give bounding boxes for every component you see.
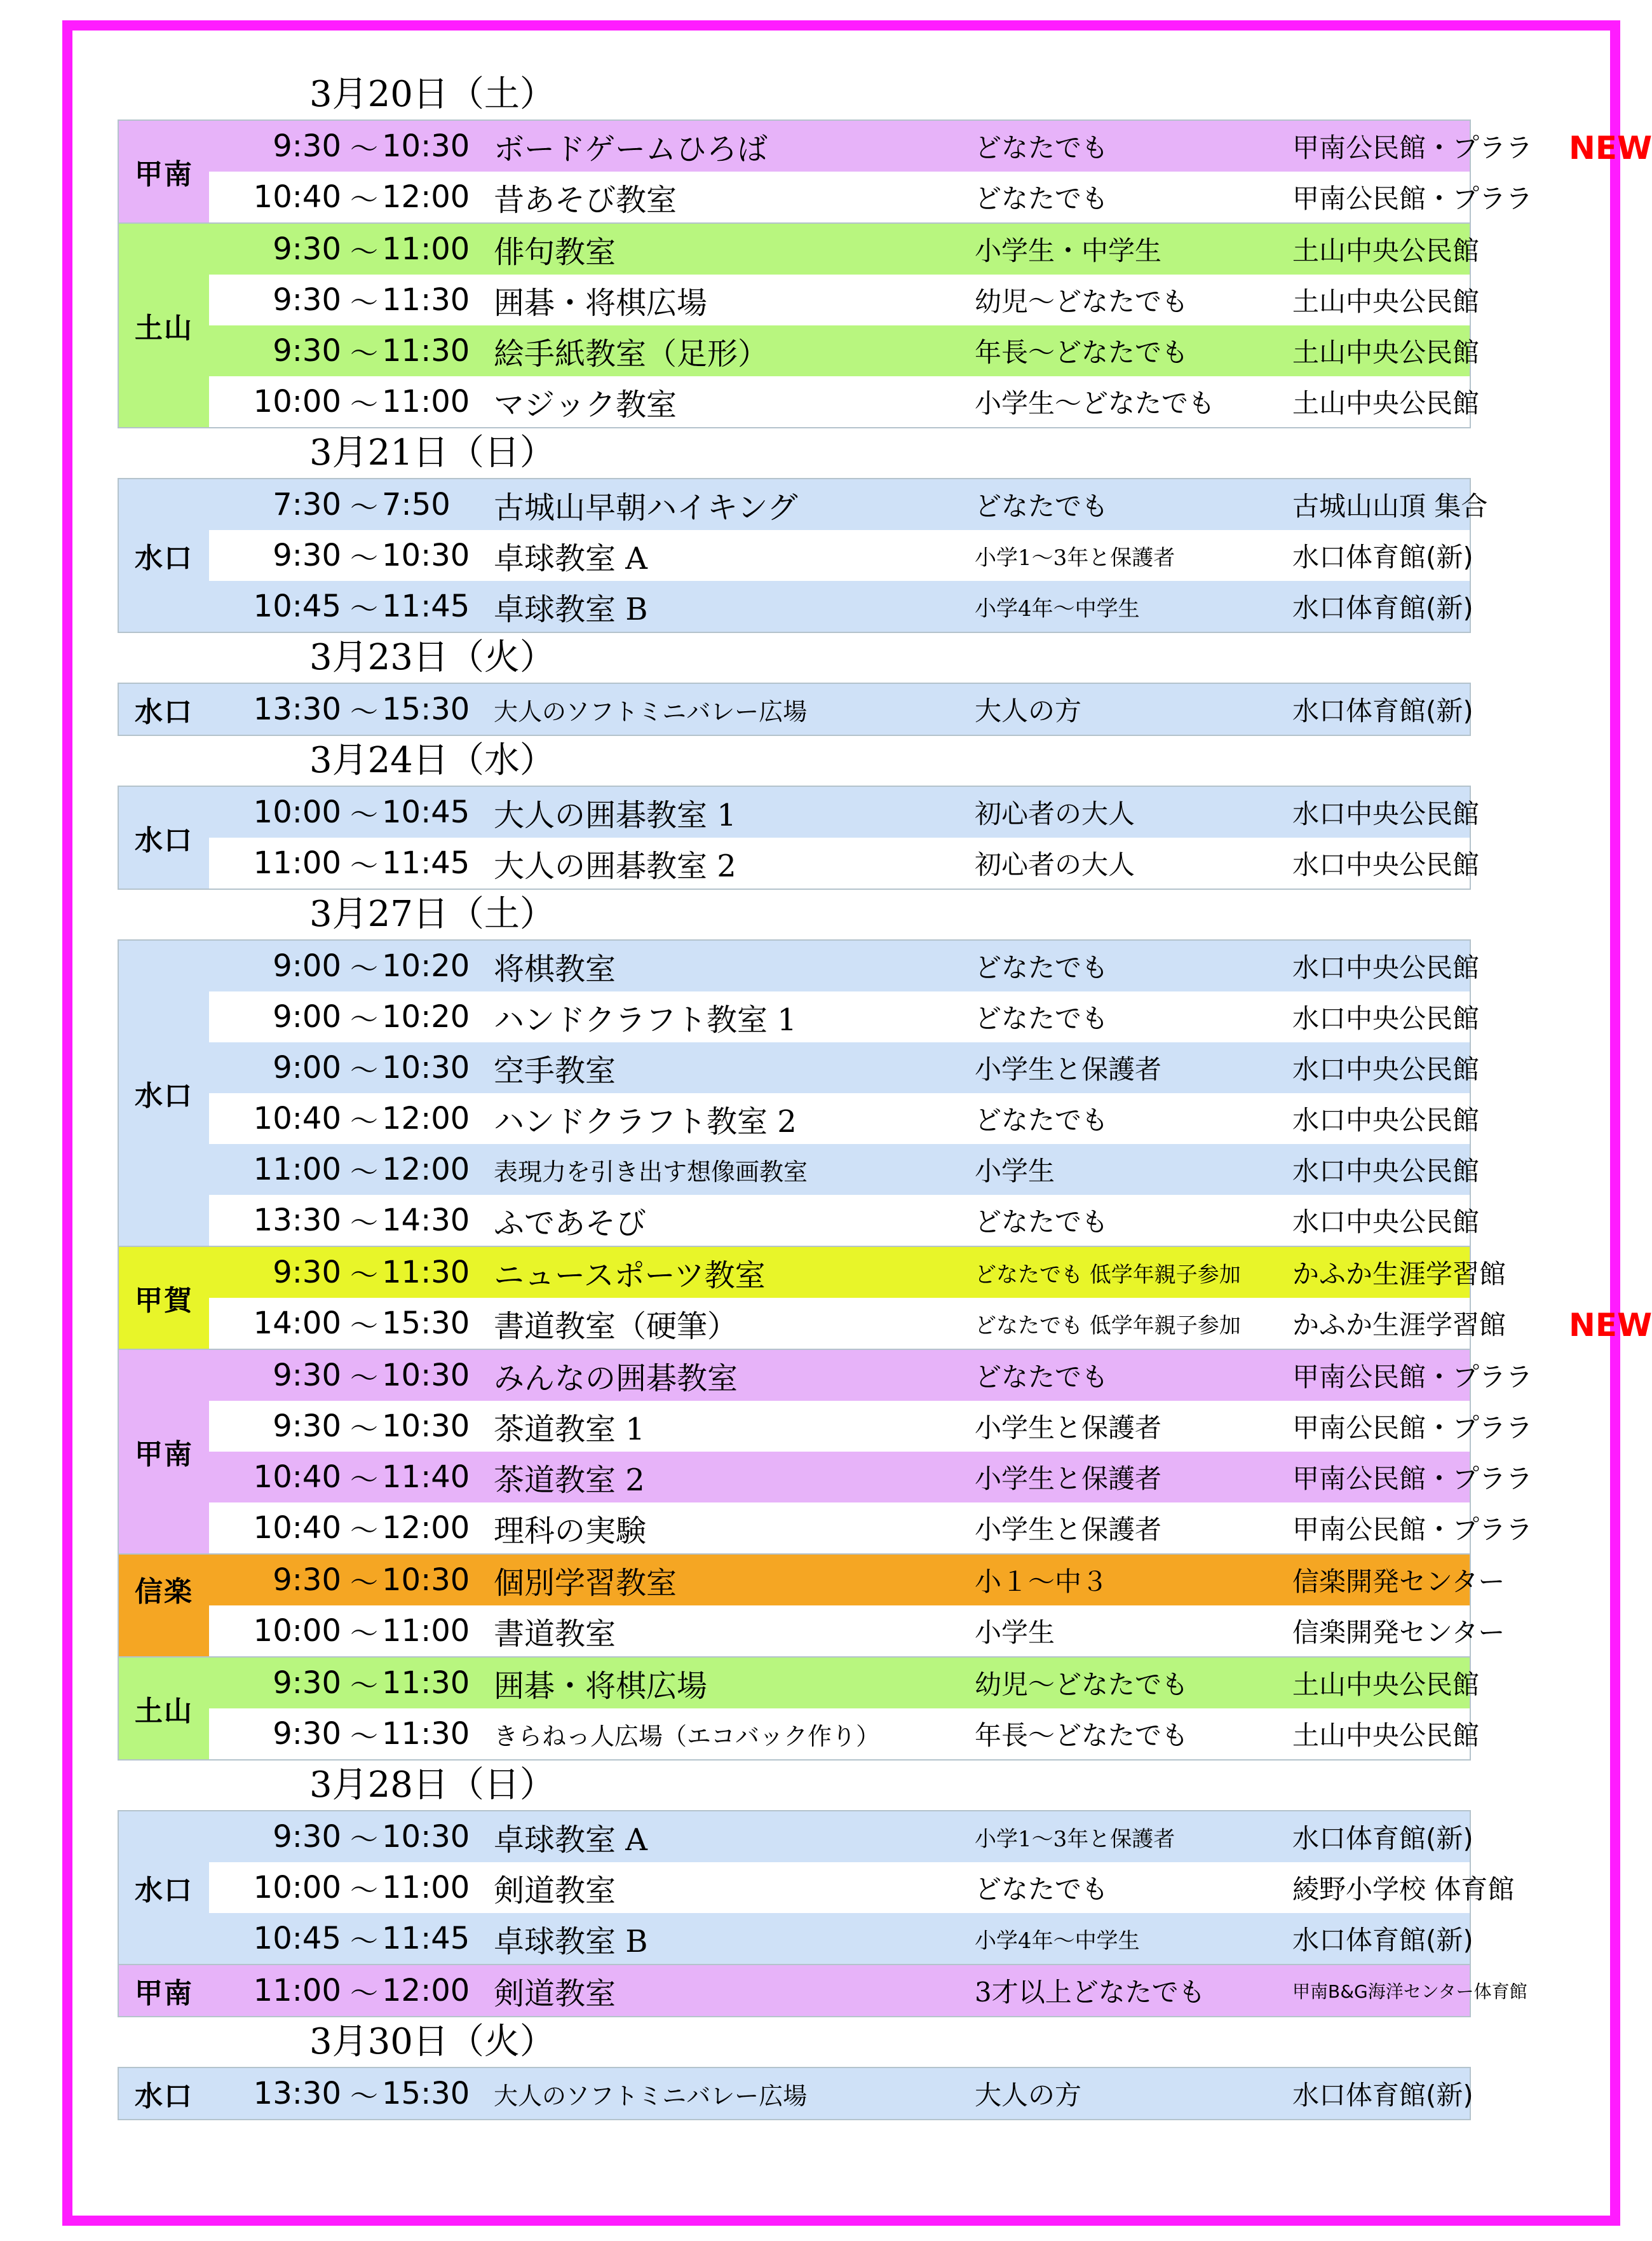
- area-group: [118, 1810, 1515, 1965]
- time-separator: ～: [350, 1874, 378, 1907]
- event-venue: 水口中央公民館: [1292, 1003, 1480, 1034]
- area-group: [118, 1965, 1527, 2017]
- date-heading: 3月23日（火）: [309, 637, 555, 678]
- event-audience: 初心者の大人: [975, 849, 1135, 880]
- area-label: 水口: [119, 684, 209, 735]
- event-title: 剣道教室: [494, 1872, 616, 1909]
- start-time: 13:30: [253, 691, 341, 727]
- time-separator: ～: [350, 1362, 378, 1394]
- time-separator: ～: [350, 2080, 378, 2113]
- area-group: [118, 224, 1480, 428]
- event-venue: 土山中央公民館: [1292, 235, 1480, 266]
- start-time: 9:30: [273, 1358, 341, 1393]
- event-audience: どなたでも: [975, 1003, 1109, 1034]
- start-time: 11:00: [253, 1973, 341, 2008]
- time-separator: ～: [350, 1977, 378, 2010]
- event-row: [209, 1555, 1505, 1605]
- end-time: 11:30: [382, 1716, 470, 1752]
- time-separator: ～: [350, 1413, 378, 1445]
- time-separator: ～: [350, 337, 378, 370]
- event-row: [209, 991, 1480, 1042]
- event-audience: 小学生と保護者: [975, 1514, 1162, 1545]
- end-time: 10:45: [382, 794, 470, 830]
- event-title: 昔あそび教室: [494, 182, 677, 218]
- area-label: 水口: [119, 787, 209, 889]
- event-venue: かふか生涯学習館: [1292, 1309, 1506, 1340]
- event-audience: どなたでも 低学年親子参加: [975, 1312, 1241, 1338]
- event-title: 空手教室: [494, 1052, 616, 1089]
- event-venue: 土山中央公民館: [1292, 1669, 1480, 1700]
- new-badge: NEW: [1569, 1307, 1652, 1344]
- event-rows: [209, 684, 1473, 735]
- event-row: [209, 376, 1480, 427]
- day-block: [118, 119, 1652, 428]
- event-title: 囲碁・将棋広場: [494, 285, 708, 321]
- start-time: 10:40: [253, 1459, 341, 1495]
- day-block: [118, 478, 1488, 633]
- event-title: ふであそび: [494, 1205, 647, 1241]
- event-audience: どなたでも: [975, 1105, 1109, 1136]
- time-separator: ～: [350, 287, 378, 319]
- time-separator: ～: [350, 1004, 378, 1036]
- event-title: 将棋教室: [494, 951, 616, 987]
- start-time: 10:40: [253, 179, 341, 215]
- event-rows: [209, 1965, 1527, 2016]
- event-row: [209, 1913, 1473, 1964]
- time-separator: ～: [350, 1670, 378, 1702]
- area-label: 水口: [119, 479, 209, 632]
- event-title: 茶道教室 2: [494, 1462, 645, 1498]
- event-title: 卓球教室 B: [494, 591, 648, 627]
- event-audience: 大人の方: [975, 695, 1082, 726]
- event-row: [209, 1605, 1505, 1656]
- start-time: 9:00: [273, 948, 341, 984]
- time-separator: ～: [350, 1310, 378, 1342]
- end-time: 11:40: [382, 1459, 470, 1495]
- end-time: 15:30: [382, 1305, 470, 1341]
- start-time: 13:30: [253, 1202, 341, 1238]
- event-venue: 土山中央公民館: [1292, 1720, 1480, 1751]
- area-label: 甲南: [119, 1350, 209, 1553]
- area-label: 甲賀: [119, 1247, 209, 1349]
- event-rows: [209, 1811, 1515, 1964]
- event-audience: どなたでも: [975, 183, 1109, 214]
- event-rows: [209, 1350, 1533, 1553]
- time-separator: ～: [350, 1054, 378, 1087]
- event-audience: 小学1～3年と保護者: [975, 545, 1175, 571]
- event-rows: [209, 121, 1652, 222]
- event-rows: [209, 787, 1480, 889]
- time-separator: ～: [350, 1105, 378, 1138]
- area-group: [118, 1350, 1533, 1555]
- area-label: 土山: [119, 1658, 209, 1759]
- time-separator: ～: [350, 593, 378, 625]
- event-venue: 古城山山頂 集合: [1292, 491, 1488, 522]
- start-time: 9:30: [273, 231, 341, 267]
- event-title: 書道教室（硬筆）: [494, 1308, 738, 1344]
- end-time: 11:45: [382, 845, 470, 881]
- date-heading: 3月20日（土）: [309, 74, 555, 115]
- time-separator: ～: [350, 1464, 378, 1496]
- time-separator: ～: [350, 1207, 378, 1239]
- event-venue: 水口体育館(新): [1292, 1823, 1473, 1854]
- event-row: [209, 1247, 1506, 1298]
- time-separator: ～: [350, 1925, 378, 1958]
- event-audience: 小学1～3年と保護者: [975, 1826, 1175, 1852]
- event-venue: 土山中央公民館: [1292, 286, 1480, 317]
- date-heading: 3月27日（土）: [309, 894, 555, 935]
- event-title: 絵手紙教室（足形）: [494, 336, 769, 372]
- time-separator: ～: [350, 542, 378, 575]
- end-time: 11:00: [382, 384, 470, 419]
- event-title: 表現力を引き出す想像画教室: [494, 1157, 808, 1186]
- event-venue: 水口中央公民館: [1292, 1155, 1480, 1187]
- area-label: 水口: [119, 1811, 209, 1964]
- area-label: 甲南: [119, 121, 209, 222]
- event-row: [209, 530, 1473, 581]
- start-time: 9:30: [273, 1255, 341, 1290]
- end-time: 10:30: [382, 538, 470, 573]
- event-row: [209, 1862, 1515, 1913]
- event-title: 卓球教室 A: [494, 1822, 647, 1858]
- event-rows: [209, 224, 1480, 427]
- time-separator: ～: [350, 1823, 378, 1856]
- end-time: 12:00: [382, 1101, 470, 1136]
- area-label: 水口: [119, 2068, 209, 2119]
- event-audience: 幼児～どなたでも: [975, 1669, 1189, 1700]
- event-venue: 水口中央公民館: [1292, 1105, 1480, 1136]
- event-row: [209, 941, 1480, 991]
- start-time: 9:00: [273, 1050, 341, 1086]
- event-audience: どなたでも: [975, 1361, 1109, 1393]
- event-row: [209, 1965, 1527, 2016]
- time-separator: ～: [350, 1567, 378, 1599]
- time-separator: ～: [350, 1618, 378, 1650]
- area-label: 甲南: [119, 1965, 209, 2016]
- event-title: 理科の実験: [494, 1513, 647, 1549]
- event-venue: かふか生涯学習館: [1292, 1258, 1506, 1290]
- end-time: 11:30: [382, 1665, 470, 1701]
- start-time: 14:00: [253, 1305, 341, 1341]
- start-time: 11:00: [253, 845, 341, 881]
- event-row: [209, 1502, 1533, 1553]
- event-title: 卓球教室 B: [494, 1923, 648, 1959]
- event-row: [209, 2068, 1473, 2119]
- event-rows: [209, 1658, 1480, 1759]
- event-row: [209, 1298, 1652, 1349]
- end-time: 15:30: [382, 691, 470, 727]
- event-venue: 甲南公民館・プララ: [1292, 1412, 1533, 1443]
- day-block: [118, 786, 1480, 890]
- event-title: マジック教室: [494, 386, 677, 423]
- event-row: [209, 1093, 1480, 1144]
- event-row: [209, 1658, 1480, 1708]
- event-row: [209, 1144, 1480, 1195]
- event-venue: 水口中央公民館: [1292, 952, 1480, 983]
- event-venue: 土山中央公民館: [1292, 388, 1480, 419]
- event-row: [209, 1708, 1480, 1759]
- end-time: 10:30: [382, 1050, 470, 1086]
- event-venue: 甲南公民館・プララ: [1292, 183, 1533, 214]
- time-separator: ～: [350, 1720, 378, 1753]
- start-time: 9:30: [273, 1665, 341, 1701]
- event-row: [209, 1350, 1533, 1401]
- start-time: 10:40: [253, 1101, 341, 1136]
- event-venue: 信楽開発センター: [1292, 1617, 1505, 1648]
- end-time: 15:30: [382, 2076, 470, 2111]
- start-time: 9:30: [273, 1716, 341, 1752]
- event-title: 俳句教室: [494, 234, 616, 270]
- event-row: [209, 1042, 1480, 1093]
- end-time: 14:30: [382, 1202, 470, 1238]
- end-time: 11:00: [382, 231, 470, 267]
- day-block: [118, 1810, 1527, 2017]
- day-block: [118, 683, 1471, 736]
- end-time: 12:00: [382, 179, 470, 215]
- end-time: 10:30: [382, 128, 470, 164]
- event-audience: 小学4年～中学生: [975, 1928, 1140, 1954]
- end-time: 11:30: [382, 333, 470, 369]
- date-heading: 3月21日（日）: [309, 432, 555, 473]
- start-time: 10:40: [253, 1510, 341, 1546]
- time-separator: ～: [350, 184, 378, 216]
- event-venue: 甲南公民館・プララ: [1292, 1463, 1533, 1494]
- start-time: 13:30: [253, 2076, 341, 2111]
- event-row: [209, 275, 1480, 325]
- event-title: みんなの囲碁教室: [494, 1360, 738, 1396]
- event-audience: 小学生・中学生: [975, 235, 1162, 266]
- event-audience: どなたでも: [975, 1206, 1109, 1237]
- area-group: [118, 2067, 1471, 2120]
- event-venue: 甲南公民館・プララ: [1292, 1514, 1533, 1545]
- event-title: きらねっ人広場（エコバック作り）: [494, 1722, 881, 1750]
- event-venue: 甲南公民館・プララ: [1292, 132, 1533, 163]
- event-row: [209, 325, 1480, 376]
- event-audience: 初心者の大人: [975, 798, 1135, 829]
- end-time: 10:30: [382, 1358, 470, 1393]
- event-audience: 年長～どなたでも: [975, 337, 1189, 368]
- end-time: 10:20: [382, 999, 470, 1035]
- event-row: [209, 684, 1473, 735]
- area-group: [118, 478, 1488, 633]
- start-time: 9:30: [273, 1408, 341, 1444]
- end-time: 10:30: [382, 1819, 470, 1855]
- event-venue: 水口体育館(新): [1292, 1924, 1473, 1956]
- date-heading: 3月30日（火）: [309, 2021, 555, 2062]
- event-title: ニュースポーツ教室: [494, 1257, 766, 1293]
- area-group: [118, 1658, 1480, 1761]
- event-audience: 小学生: [975, 1617, 1055, 1648]
- start-time: 9:30: [273, 333, 341, 369]
- event-audience: どなたでも: [975, 952, 1109, 983]
- event-venue: 水口中央公民館: [1292, 849, 1480, 880]
- event-schedule: [118, 70, 1652, 2120]
- day-block: [118, 2067, 1471, 2120]
- time-separator: ～: [350, 850, 378, 882]
- start-time: 11:00: [253, 1152, 341, 1187]
- start-time: 10:00: [253, 794, 341, 830]
- event-title: 囲碁・将棋広場: [494, 1668, 708, 1704]
- event-audience: 小学生～どなたでも: [975, 388, 1215, 419]
- start-time: 9:30: [273, 128, 341, 164]
- end-time: 11:00: [382, 1613, 470, 1649]
- area-group: [118, 939, 1480, 1247]
- time-separator: ～: [350, 799, 378, 831]
- event-row: [209, 172, 1533, 222]
- event-row: [209, 1811, 1473, 1862]
- event-audience: 幼児～どなたでも: [975, 286, 1189, 317]
- end-time: 11:30: [382, 1255, 470, 1290]
- event-venue: 水口体育館(新): [1292, 2080, 1473, 2111]
- start-time: 10:00: [253, 1870, 341, 1905]
- date-heading: 3月24日（水）: [309, 740, 555, 781]
- start-time: 10:00: [253, 384, 341, 419]
- event-title: 大人の囲碁教室 2: [494, 848, 736, 884]
- event-audience: 大人の方: [975, 2080, 1082, 2111]
- end-time: 12:00: [382, 1152, 470, 1187]
- event-row: [209, 1452, 1533, 1502]
- time-separator: ～: [350, 236, 378, 268]
- area-group: [118, 119, 1652, 224]
- start-time: 10:00: [253, 1613, 341, 1649]
- area-group: [118, 1247, 1652, 1350]
- time-separator: ～: [350, 953, 378, 985]
- event-title: 大人の囲碁教室 1: [494, 797, 736, 833]
- event-venue: 水口中央公民館: [1292, 798, 1480, 829]
- event-audience: どなたでも: [975, 1874, 1109, 1905]
- area-label: 水口: [119, 941, 209, 1246]
- time-separator: ～: [350, 1515, 378, 1547]
- end-time: 11:00: [382, 1870, 470, 1905]
- event-title: 大人のソフトミニバレー広場: [494, 2081, 808, 2110]
- event-audience: 年長～どなたでも: [975, 1720, 1189, 1751]
- end-time: 7:50: [382, 487, 450, 522]
- event-venue: 水口体育館(新): [1292, 592, 1473, 623]
- event-row: [209, 1401, 1533, 1452]
- start-time: 9:30: [273, 1819, 341, 1855]
- event-row: [209, 787, 1480, 838]
- end-time: 12:00: [382, 1973, 470, 2008]
- end-time: 11:30: [382, 282, 470, 318]
- start-time: 10:45: [253, 589, 341, 624]
- event-audience: どなたでも 低学年親子参加: [975, 1262, 1241, 1288]
- event-audience: 小１～中３: [975, 1566, 1109, 1597]
- event-rows: [209, 2068, 1473, 2119]
- time-separator: ～: [350, 388, 378, 421]
- event-title: 個別学習教室: [494, 1565, 677, 1601]
- event-audience: どなたでも: [975, 132, 1109, 163]
- end-time: 11:45: [382, 1921, 470, 1956]
- end-time: 10:30: [382, 1562, 470, 1598]
- event-audience: 小学生と保護者: [975, 1054, 1162, 1085]
- event-row: [209, 121, 1652, 172]
- day-block: [118, 939, 1652, 1761]
- event-title: 古城山早朝ハイキング: [494, 489, 798, 526]
- event-title: ボードゲームひろば: [494, 131, 768, 167]
- event-audience: どなたでも: [975, 491, 1109, 522]
- start-time: 10:45: [253, 1921, 341, 1956]
- event-row: [209, 479, 1488, 530]
- start-time: 9:30: [273, 538, 341, 573]
- time-separator: ～: [350, 1259, 378, 1291]
- area-label: 信楽: [119, 1555, 209, 1656]
- date-heading: 3月28日（日）: [309, 1764, 555, 1806]
- time-separator: ～: [350, 491, 378, 524]
- event-audience: 小学4年～中学生: [975, 596, 1140, 622]
- event-audience: 小学生: [975, 1155, 1055, 1187]
- event-audience: 小学生と保護者: [975, 1412, 1162, 1443]
- event-row: [209, 1195, 1480, 1246]
- time-separator: ～: [350, 133, 378, 165]
- event-row: [209, 581, 1473, 632]
- area-group: [118, 683, 1471, 736]
- event-title: 剣道教室: [494, 1975, 616, 2012]
- end-time: 10:30: [382, 1408, 470, 1444]
- event-rows: [209, 1555, 1505, 1656]
- event-title: 茶道教室 1: [494, 1411, 645, 1447]
- event-rows: [209, 941, 1480, 1246]
- event-title: 書道教室: [494, 1616, 616, 1652]
- event-title: 大人のソフトミニバレー広場: [494, 697, 808, 726]
- area-group: [118, 1555, 1505, 1658]
- event-venue: 水口中央公民館: [1292, 1206, 1480, 1237]
- event-title: ハンドクラフト教室 2: [494, 1103, 797, 1140]
- event-audience: 小学生と保護者: [975, 1463, 1162, 1494]
- end-time: 11:45: [382, 589, 470, 624]
- end-time: 10:20: [382, 948, 470, 984]
- time-separator: ～: [350, 1156, 378, 1189]
- area-group: [118, 786, 1480, 890]
- new-badge: NEW: [1569, 130, 1652, 167]
- event-title: 卓球教室 A: [494, 540, 647, 576]
- event-venue: 土山中央公民館: [1292, 337, 1480, 368]
- event-venue: 綾野小学校 体育館: [1292, 1874, 1515, 1905]
- event-rows: [209, 1247, 1652, 1349]
- start-time: 9:00: [273, 999, 341, 1035]
- start-time: 9:30: [273, 282, 341, 318]
- end-time: 12:00: [382, 1510, 470, 1546]
- event-venue: 水口体育館(新): [1292, 542, 1473, 573]
- start-time: 9:30: [273, 1562, 341, 1598]
- event-title: ハンドクラフト教室 1: [494, 1002, 797, 1038]
- event-venue: 水口体育館(新): [1292, 695, 1473, 726]
- event-row: [209, 838, 1480, 889]
- event-venue: 甲南公民館・プララ: [1292, 1361, 1533, 1393]
- area-label: 土山: [119, 224, 209, 427]
- time-separator: ～: [350, 696, 378, 728]
- event-venue: 甲南B&G海洋センター体育館: [1292, 1981, 1527, 2002]
- event-row: [209, 224, 1480, 275]
- event-audience: 3才以上どなたでも: [975, 1977, 1205, 2008]
- event-venue: 信楽開発センター: [1292, 1566, 1505, 1597]
- start-time: 7:30: [273, 487, 341, 522]
- event-rows: [209, 479, 1488, 632]
- event-venue: 水口中央公民館: [1292, 1054, 1480, 1085]
